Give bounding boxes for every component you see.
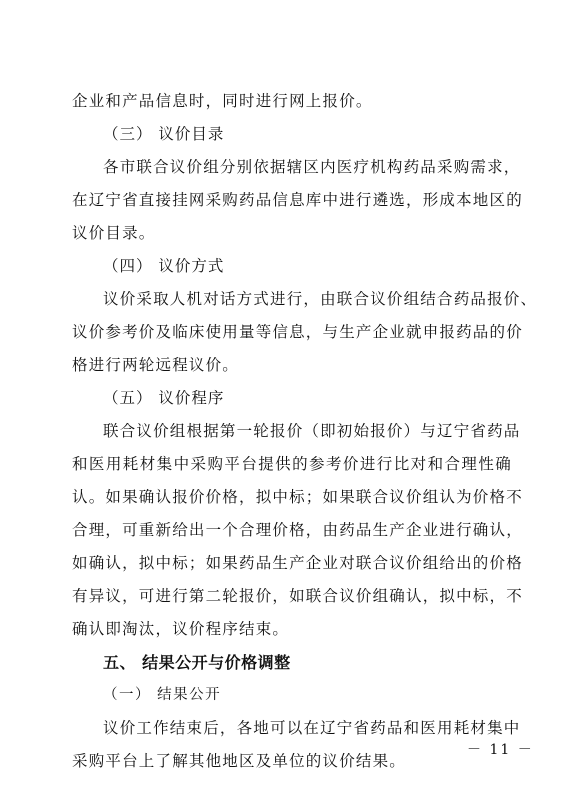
paragraph-line: 议价参考价及临床使用量等信息，与生产企业就申报药品的价: [72, 323, 523, 341]
paragraph-line: 有异议，可进行第二轮报价，如联合议价组确认，拟中标，不: [72, 587, 523, 605]
paragraph-line: 企业和产品信息时，同时进行网上报价。: [72, 92, 373, 110]
paragraph-line: 采购平台上了解其他地区及单位的议价结果。: [72, 752, 407, 770]
section-heading-4: （四） 议价方式: [103, 257, 225, 275]
paragraph-line: 议价工作结束后，各地可以在辽宁省药品和医用耗材集中: [103, 719, 521, 737]
paragraph-line: 确认即淘汰，议价程序结束。: [72, 620, 290, 638]
paragraph-line: 合理，可重新给出一个合理价格，由药品生产企业进行确认，: [72, 521, 523, 539]
chapter-heading: 五、 结果公开与价格调整: [103, 653, 291, 672]
paragraph-line: 议价目录。: [72, 224, 156, 242]
section-heading-3: （三） 议价目录: [103, 125, 225, 143]
paragraph-line: 议价采取人机对话方式进行，由联合议价组结合药品报价、: [103, 290, 538, 308]
paragraph-line: 在辽宁省直接挂网采购药品信息库中进行遴选，形成本地区的: [72, 191, 523, 209]
section-heading-1: （一） 结果公开: [103, 687, 222, 703]
paragraph-line: 如确认，拟中标；如果药品生产企业对联合议价组给出的价格: [72, 554, 523, 572]
paragraph-line: 格进行两轮远程议价。: [72, 356, 240, 374]
paragraph-line: 联合议价组根据第一轮报价（即初始报价）与辽宁省药品: [103, 422, 521, 440]
paragraph-line: 和医用耗材集中采购平台提供的参考价进行比对和合理性确: [72, 455, 512, 473]
section-heading-5: （五） 议价程序: [103, 389, 225, 407]
paragraph-line: 认。如果确认报价价格，拟中标；如果联合议价组认为价格不: [72, 488, 523, 506]
page-number: － 11 －: [467, 742, 534, 758]
paragraph-line: 各市联合议价组分别依据辖区内医疗机构药品采购需求，: [103, 158, 521, 176]
